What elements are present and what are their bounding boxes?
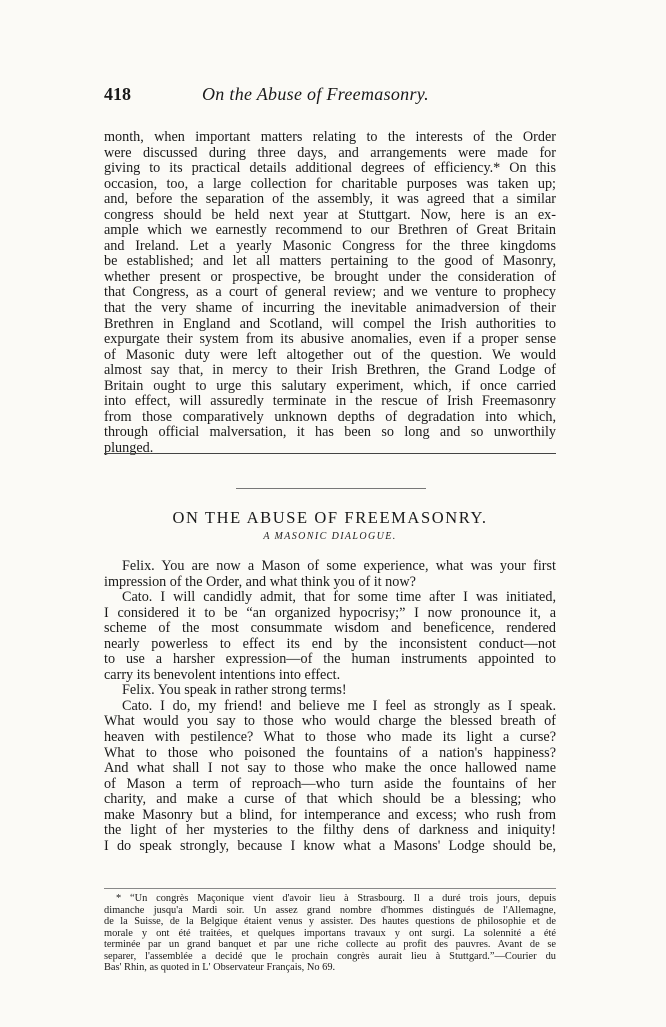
dialogue-text <box>104 559 556 854</box>
text-line: ample which we earnestly recommend to our Brethren of Great Britain <box>104 223 556 239</box>
text-line: month, when important matters relating to the interests of the Order <box>104 130 556 145</box>
footnote-line: terminée par un grand banquet et par une riche collecte au profit des pauvres. Avant de se <box>104 939 556 950</box>
text-line: into effect, will assuredly terminate in the rescue of Irish Freemasonry <box>104 394 556 410</box>
dialogue-line: What would you say to those who would charge the blessed breath of <box>104 714 556 730</box>
text-line: occasion, too, a large collection for charitable purposes was taken up; <box>104 176 556 192</box>
footnote-divider <box>104 888 556 889</box>
ornamental-rule <box>236 488 426 489</box>
text-line: that Congress, as a court of general review; and we venture to prophecy <box>104 285 556 301</box>
dialogue-line: heaven with pestilence? What to those who made its light a curse? <box>104 730 556 746</box>
running-title: On the Abuse of Freemasonry. <box>202 84 429 104</box>
dialogue-line: scheme of the most consummate wisdom and beneficence, rendered <box>104 621 556 637</box>
text-line: plunged. <box>104 440 154 456</box>
text-line: almost say that, in mercy to their Irish Brethren, the Grand Lodge of <box>104 363 556 379</box>
footnote-line: morale y ont été traitées, et quelques importans travaux y ont surgi. La solennité a été <box>104 927 556 939</box>
dialogue-line: make Masonry but a blind, for intemperance and excess; who rush from <box>104 807 556 823</box>
footnote-line: * “Un congrès Maçonique vient d'avoir lieu à Strasbourg. Il a duré trois jours, depuis <box>116 893 556 904</box>
footnote-line: dimanche jusqu'a Mardi soir. Un assez grand nombre d'hommes distingués de l'Allemagne, <box>104 904 556 916</box>
dialogue-line: Cato. I do, my friend! and believe me I feel as strongly as I speak. <box>122 698 556 714</box>
page-header <box>104 84 556 106</box>
article-title: ON THE ABUSE OF FREEMASONRY. <box>172 508 488 527</box>
section-divider <box>104 453 556 454</box>
dialogue-line: carry its benevolent intentions into effect. <box>104 667 341 683</box>
dialogue-line: to use a harsher expression—of the human instruments appointed to <box>104 652 556 668</box>
text-line: were discussed during three days, and arrangements were made for <box>104 145 556 161</box>
text-line: of Masonic duty were left altogether out of the question. We would <box>104 347 556 363</box>
dialogue-line: I considered it to be “an organized hypocrisy;” I now pronounce it, a <box>104 605 556 621</box>
dialogue-line: charity, and make a curse of that which should be a blessing; who <box>104 792 556 808</box>
dialogue-line: What to those who poisoned the fountains of a nation's happiness? <box>104 745 556 761</box>
text-line: be established; and let all matters pertaining to the good of Masonry, <box>104 254 556 270</box>
dialogue-line: impression of the Order, and what think you of it now? <box>104 574 416 590</box>
dialogue-line: Felix. You are now a Mason of some experience, what was your first <box>122 559 556 574</box>
text-line: expurgate their system from its abusive anomalies, even if a proper sense <box>104 332 556 348</box>
dialogue-line: Cato. I will candidly admit, that for some time after I was initiated, <box>122 590 556 606</box>
intro-paragraph <box>104 130 556 456</box>
text-line: through official malversation, it has been so long and so unworthily <box>104 425 556 441</box>
footnote <box>104 893 556 974</box>
text-line: and Ireland. Let a yearly Masonic Congress for the three kingdoms <box>104 238 556 254</box>
dialogue-line: And what shall I not say to those who make the once hallowed name <box>104 761 556 777</box>
dialogue-line: of Mason a term of reproach—who turn aside the fountains of her <box>104 776 556 792</box>
footnote-line: de la Suisse, de la Belgique étaient venus y assister. Des hautes questions de philosophie et de <box>104 916 556 927</box>
footnote-line: separer, l'assemblée a decidé que le prochain congrès aurait lieu à Stuttgard.”—Courier du <box>104 950 556 962</box>
text-line: giving to its practical details additional degrees of efficiency.* On this <box>104 161 556 177</box>
text-line: congress should be held next year at Stuttgart. Now, here is an ex- <box>104 207 556 223</box>
dialogue-line: nearly powerless to effect its end by the inconsistent conduct—not <box>104 636 556 652</box>
text-line: Britain ought to urge this salutary experiment, which, if once carried <box>104 378 556 394</box>
text-line: whether present or prospective, be brought under the consideration of <box>104 269 556 285</box>
article-subtitle: A MASONIC DIALOGUE. <box>263 531 397 542</box>
footnote-line: Bas' Rhin, as quoted in L' Observateur Français, No 69. <box>104 962 336 973</box>
dialogue-line: I do speak strongly, because I know what a Masons' Lodge should be, <box>104 838 556 854</box>
text-line: from those comparatively unknown depths of degradation into which, <box>104 409 556 425</box>
dialogue-line: Felix. You speak in rather strong terms! <box>122 683 347 699</box>
text-line: Brethren in England and Scotland, will compel the Irish authorities to <box>104 316 556 332</box>
page-number: 418 <box>104 84 131 104</box>
text-line: that the very shame of incurring the inevitable animadversion of their <box>104 301 556 317</box>
text-line: and, before the separation of the assembly, it was agreed that a similar <box>104 192 556 208</box>
dialogue-line: the light of her mysteries to the filthy dens of darkness and iniquity! <box>104 823 556 839</box>
